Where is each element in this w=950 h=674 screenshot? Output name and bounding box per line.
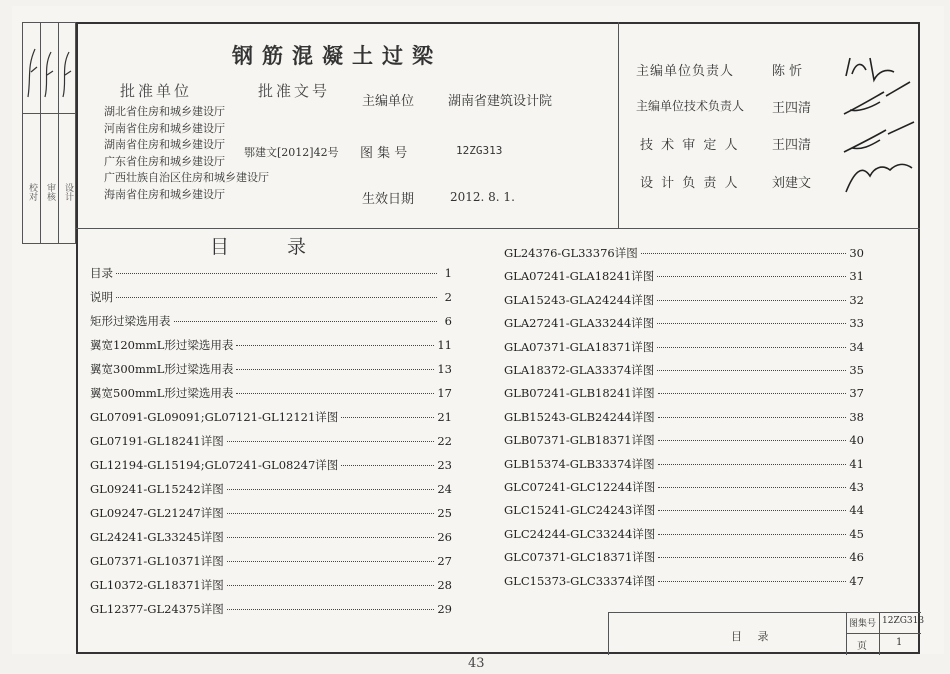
approval-unit: 海南省住房和城乡建设厅 [104,187,225,201]
title-block-page-value: 1 [896,637,903,648]
responsible-name: 刘建文 [772,176,812,191]
toc-entry: GL12377-GL24375详图 29 [90,602,452,616]
approval-unit: 湖北省住房和城乡建设厅 [104,105,225,118]
title-block-page-label: 页 [857,641,867,652]
margin-label-3: 设计 [63,183,73,201]
margin-label-1: 校对 [27,183,37,201]
toc-entry: GL10372-GL18371详图 28 [90,578,452,592]
toc-entry: GLA27241-GLA33244详图 33 [504,316,864,331]
toc-entry: GL07371-GL10371详图 27 [90,554,452,568]
responsible-name: 王四清 [772,138,812,153]
scan-page-number: 43 [468,656,485,671]
toc-entry: 矩形过梁选用表 6 [90,314,452,328]
toc-entry: GLA15243-GLA24244详图 32 [504,292,864,307]
toc-entry: 目录 1 [90,266,452,280]
title-block-atlas-label: 图集号 [849,619,877,629]
toc-entry: GLA18372-GLA33374详图 35 [504,363,864,377]
toc-entry: GLB07371-GLB18371详图 40 [504,433,864,448]
toc-entry: 翼宽120mmL形过梁选用表 11 [90,338,452,352]
signatures [840,52,920,202]
responsible-role: 技 术 审 定 人 [640,138,740,153]
toc-entry: GL07091-GL09091;GL07121-GL12121详图 21 [90,410,452,424]
toc-entry: GLB07241-GLB18241详图 37 [504,386,864,401]
header-bottom-line [76,228,920,229]
toc-entry: GL24241-GL33245详图 26 [90,530,452,544]
toc-entry: GLC15241-GLC24243详图 44 [504,503,864,518]
margin-strip [22,22,76,244]
toc-entry: GL09247-GL21247详图 25 [90,506,452,520]
atlas-no-label: 图 集 号 [360,146,408,161]
toc-entry: 翼宽500mmL形过梁选用表 17 [90,386,452,400]
margin-signatures [23,27,75,109]
toc-entry: GLC07241-GLC12244详图 43 [504,480,864,494]
effective-label: 生效日期 [362,192,415,207]
toc-entry: 翼宽300mmL形过梁选用表 13 [90,362,452,376]
approval-unit: 河南省住房和城乡建设厅 [104,121,225,135]
toc-entry: GLC24244-GLC33244详图 45 [504,526,864,541]
editor-unit-label: 主编单位 [362,94,415,109]
approval-doc-label: 批准文号 [258,82,331,100]
approval-unit: 广西壮族自治区住房和城乡建设厅 [104,171,269,184]
responsible-role: 主编单位技术负责人 [636,99,745,113]
toc-entry: GLB15374-GLB33374详图 41 [504,456,864,471]
atlas-title: 钢筋混凝土过梁 [232,43,442,68]
toc-entry: GL12194-GL15194;GL07241-GL08247详图 23 [90,458,452,472]
toc-entry: GLC07371-GLC18371详图 46 [504,550,864,565]
responsible-name: 陈 忻 [772,64,803,79]
toc-entry: GLC15373-GLC33374详图 47 [504,573,864,588]
toc-entry: GL07191-GL18241详图 22 [90,434,452,448]
approval-unit: 广东省住房和城乡建设厅 [104,154,225,168]
editor-unit-value: 湖南省建筑设计院 [448,94,553,109]
toc-entry: GLB15243-GLB24244详图 38 [504,409,864,424]
title-block [608,612,925,655]
title-block-atlas-value: 12ZG313 [882,616,925,626]
title-block-sheet-title: 目 录 [731,630,775,643]
effective-value: 2012. 8. 1. [450,190,515,204]
toc-entry: GL24376-GL33376详图 30 [504,246,864,260]
header-divider [618,22,619,228]
toc-entry: GLA07241-GLA18241详图 31 [504,269,864,284]
toc-entry: GLA07371-GLA18371详图 34 [504,339,864,354]
atlas-no-value: 12ZG313 [456,144,503,157]
responsible-name: 王四清 [772,101,812,116]
toc-entry: 说明 2 [90,290,452,304]
margin-label-2: 审核 [45,183,55,201]
toc-entry: GL09241-GL15242详图 24 [90,482,452,496]
approval-doc-value: 鄂建文[2012]42号 [244,146,339,159]
responsible-role: 设 计 负 责 人 [640,176,740,191]
approval-unit-label: 批准单位 [120,82,193,100]
approval-unit: 湖南省住房和城乡建设厅 [104,138,225,151]
responsible-role: 主编单位负责人 [636,64,735,79]
toc-title: 目 录 [210,236,333,258]
